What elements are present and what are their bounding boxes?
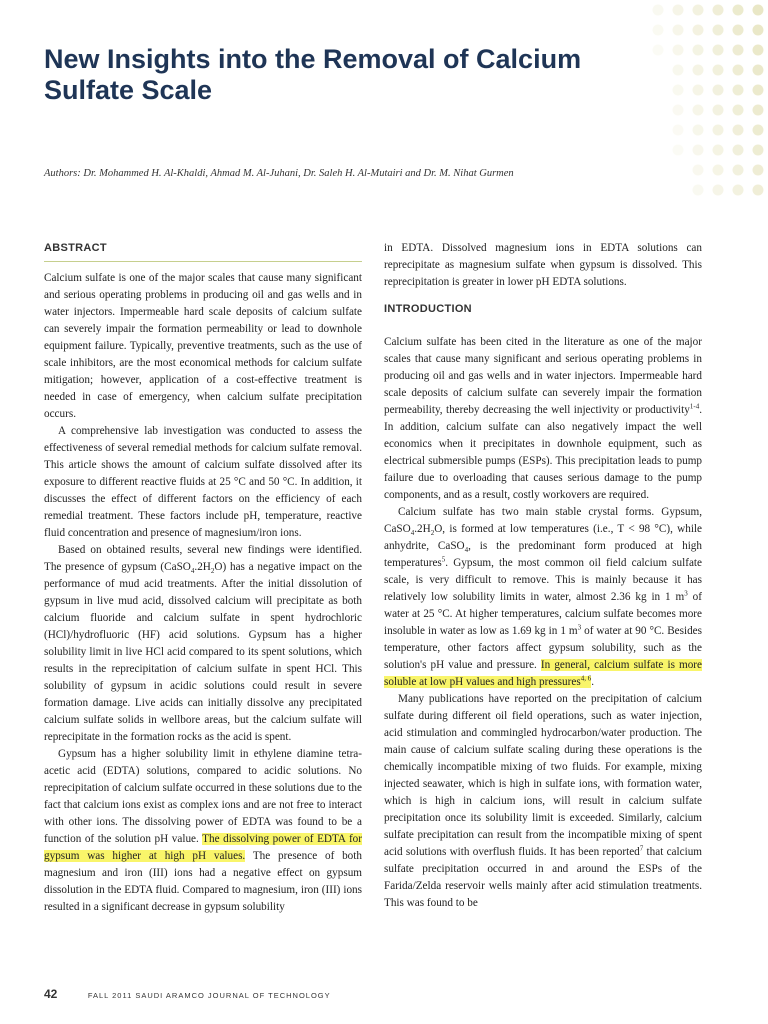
decorative-dot [753,45,764,56]
decorative-dot [653,25,664,36]
abstract-paragraph-4: Gypsum has a higher solubility limit in ethylene diamine tetra-acetic acid (EDTA) solutions, compared to acidic solutions. No reprecipitation of calcium sulfate occurred in these solutions due to the fact that calcium ions exist as complex ions and are not free to interact with other ions. The dissolving power of EDTA was found to be a function of the solution pH value. The dissolving power of EDTA for gypsum was higher at high pH values. The presence of both magnesium and iron (III) ions had a negative effect on gypsum dissolution in the EDTA fluid. Compared to magnesium, iron (III) ions resulted in a significant decrease in gypsum solubility [44,748,362,913]
abstract-paragraph-2: A comprehensive lab investigation was conducted to assess the effectiveness of several remedial methods for calcium sulfate removal. This article shows the amount of calcium sulfate dissolved after its exposure to different reactive fluids at 25 °C and 50 °C. In addition, it discusses the effect of different factors on the efficiency of each remedial treatment. These factors include pH, temperature, reactive fluid concentration and presence of magnesium/iron ions. [44,425,362,539]
abstract-heading: ABSTRACT [44,240,362,262]
decorative-dot [673,105,684,116]
decorative-dot [673,5,684,16]
decorative-dot [693,85,704,96]
intro-paragraph-1: Calcium sulfate has been cited in the literature as one of the major scales that cause many significant and serious operating problems in producing oil and gas wells and in water injectors. Impermeable hard scale deposits of calcium sulfate can severely impair the formation permeability, thereby decreasing the well injectivity or productivity$^{1-4}$. In addition, calcium sulfate can also negatively impact the well economics when it precipitates in downhole equipment, such as electrical submersible pumps (ESPs). This precipitation leads to pump failure due to overloading that causes serious damage to the pump components, and as a result, costly workovers are required. [384,336,702,501]
decorative-dot [733,165,744,176]
decorative-dot [733,5,744,16]
decorative-dot [753,125,764,136]
decorative-dot [733,125,744,136]
decorative-dot [673,125,684,136]
decorative-dot [673,65,684,76]
decorative-dot [673,145,684,156]
decorative-dot [753,145,764,156]
intro-paragraph-2: Calcium sulfate has two main stable crystal forms. Gypsum, $CaSO_4.2H_2O$, is formed at low temperatures (i.e., T < 98 °C), while anhydrite, CaSO$_4$, is the predominant form produced at high temperatures$^5$. Gypsum, the most common oil field calcium sulfate scale, is very difficult to remove. This is mainly because it has relatively low solubility limits in water, almost 2.36 kg in 1 $m^3$ of water at 25 °C. At higher temperatures, calcium sulfate becomes more insoluble in water as low as 1.69 kg in 1 $m^3$ of water at 90 °C. Besides temperature, other factors affect gypsum solubility, such as the solution's pH value and pressure. In general, calcium sulfate is more soluble at low pH values and high pressures$^{4, 6}$. [384,506,703,688]
abstract-paragraph-5: in EDTA. Dissolved magnesium ions in EDTA solutions can reprecipitate as magnesium sulfate when gypsum is dissolved. This reprecipitation is greater in lower pH EDTA solutions. [384,242,702,288]
decorative-dot [693,45,704,56]
decorative-dot [733,85,744,96]
decorative-dot [753,185,764,196]
decorative-dot [713,85,724,96]
decorative-dot [693,65,704,76]
decorative-dot [733,145,744,156]
decorative-dot [673,45,684,56]
right-column [384,240,702,912]
decorative-dot [733,65,744,76]
article-title: New Insights into the Removal of Calcium Sulfate Scale [44,44,582,105]
page-footer [44,985,724,1003]
decorative-dot [693,5,704,16]
decorative-dot [713,185,724,196]
decorative-dot [693,185,704,196]
decorative-dot [673,25,684,36]
highlighted-text: The dissolving power of EDTA for gypsum was higher at high pH values. [44,833,362,862]
decorative-dot [693,25,704,36]
decorative-dot [653,5,664,16]
decorative-dot [753,165,764,176]
decorative-dot [753,25,764,36]
decorative-dot [753,85,764,96]
decorative-dot [713,125,724,136]
decorative-dot [713,145,724,156]
decorative-dot [733,185,744,196]
introduction-heading: INTRODUCTION [384,303,472,315]
decorative-dot [673,85,684,96]
intro-paragraph-3: Many publications have reported on the precipitation of calcium sulfate during different oil field operations, such as water injection, acid stimulation and commingled hydrocarbon/water production. The main cause of calcium sulfate scaling during these operations is the chemically incompatible mixing of two fluids. For example, mixing injected seawater, which is high in sulfate ions, with formation water, which is high in calcium ions, will result in calcium sulfate precipitation once its solubility limit is exceeded. Similarly, calcium sulfate precipitation can result from the incompatible mixing of spent acid solutions with overflush fluids. It has been reported$^7$ that calcium sulfate precipitation occurred in and around the ESPs of the Farida/Zelda reservoir wells mainly after acid stimulation treatments. This was found to be [384,693,702,909]
decorative-dot [713,25,724,36]
decorative-dot [753,105,764,116]
decorative-dot [713,105,724,116]
left-column [44,240,362,916]
decorative-dot [693,145,704,156]
page-number: 42 [44,987,58,1001]
decorative-dot [693,105,704,116]
decorative-dot [753,65,764,76]
journal-name: FALL 2011 SAUDI ARAMCO JOURNAL OF TECHNOLOGY [87,991,331,1000]
abstract-paragraph-1: Calcium sulfate is one of the major scales that cause many significant and serious operating problems in producing oil and gas wells and in water injectors. Impermeable hard scale deposits of calcium sulfate can severely impair the formation permeability or lead to downhole equipment failure. Typically, preventive treatments, such as the use of scale inhibitors, are the most economical methods for calcium sulfate mitigation; however, application of a cost-effective treatment is needed in case of emergency, when calcium sulfate precipitation occurs. [44,272,362,420]
abstract-paragraph-3: Based on obtained results, several new findings were identified. The presence of gypsum $(CaSO_4.2H_2O)$ has a negative impact on the performance of mud acid treatments. After the initial dissolution of gypsum in live mud acid, dissolved calcium will precipitate as both calcium fluoride and calcium sulfate in spent hydrochloric (HCl)/hydrofluoric (HF) acid solutions. Gypsum has a higher solubility limit in live HCl acid compared to its spent solutions, which results in the reprecipitation of calcium sulfate in spent HCl. This solubility of gypsum in acidic solutions could result in severe formation damage. Live acids can initially dissolve any precipitated calcium sulfate solids in wellbore areas, but the calcium sulfate will reprecipitate in the formation rocks as the acid is spent. [44,544,362,743]
decorative-dot [753,5,764,16]
decorative-dot [733,25,744,36]
decorative-dot [713,5,724,16]
authors-line: Authors: Dr. Mohammed H. Al-Khaldi, Ahmad M. Al-Juhani, Dr. Saleh H. Al-Mutairi and Dr. M. Nihat Gurmen [44,168,514,179]
decorative-dot [733,105,744,116]
decorative-dot [733,45,744,56]
highlighted-text: In general, calcium sulfate is more soluble at low pH values and high pressures$^{4, 6}$ [384,659,702,688]
decorative-dot [713,45,724,56]
decorative-dot [693,125,704,136]
decorative-dot [713,65,724,76]
